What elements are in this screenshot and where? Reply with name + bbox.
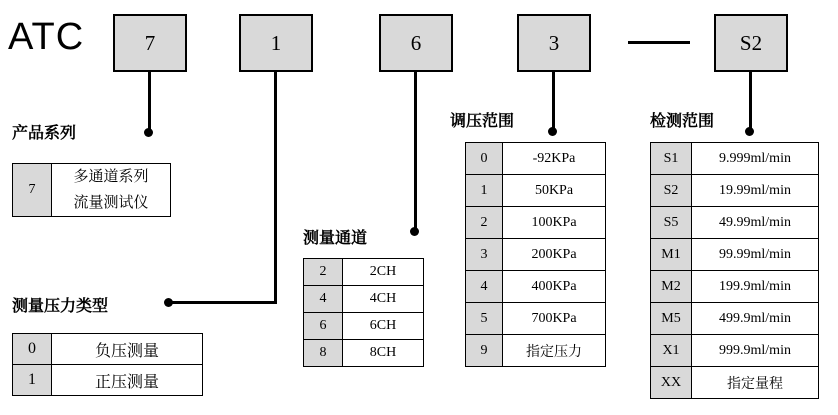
cell-code: 3 <box>466 239 503 271</box>
product-code-prefix: ATC <box>8 16 85 58</box>
cell-value: 正压测量 <box>52 365 203 396</box>
table-channels <box>303 258 424 367</box>
table-row[interactable] <box>651 207 819 239</box>
heading-series: 产品系列 <box>12 125 77 142</box>
connector-press-line <box>552 72 555 132</box>
cell-code: 4 <box>466 271 503 303</box>
table-row[interactable] <box>466 207 606 239</box>
cell-value: 8CH <box>343 340 424 367</box>
table-row[interactable] <box>466 143 606 175</box>
cell-code: M5 <box>651 303 692 335</box>
cell-code: 1 <box>13 365 52 396</box>
connector-ptype-hline <box>168 301 277 304</box>
table-row[interactable] <box>466 175 606 207</box>
table-row[interactable] <box>466 335 606 367</box>
table-pressure-range <box>465 142 606 367</box>
connector-series-dot <box>144 128 153 137</box>
cell-value: 200KPa <box>503 239 606 271</box>
table-row[interactable] <box>651 143 819 175</box>
cell-value: 100KPa <box>503 207 606 239</box>
cell-code: S1 <box>651 143 692 175</box>
table-row[interactable] <box>304 340 424 367</box>
cell-value: 999.9ml/min <box>692 335 819 367</box>
heading-pressure-type: 测量压力类型 <box>12 298 109 315</box>
cell-code: 9 <box>466 335 503 367</box>
connector-detect-line <box>749 72 752 132</box>
cell-value: 19.99ml/min <box>692 175 819 207</box>
cell-value: 700KPa <box>503 303 606 335</box>
cell-value: 6CH <box>343 313 424 340</box>
table-row[interactable] <box>304 259 424 286</box>
table-row[interactable] <box>304 286 424 313</box>
cell-code: M2 <box>651 271 692 303</box>
table-row[interactable] <box>466 303 606 335</box>
table-row[interactable] <box>466 271 606 303</box>
cell-code: XX <box>651 367 692 399</box>
connector-ptype-dot <box>164 298 173 307</box>
heading-pressure-range: 调压范围 <box>450 113 515 130</box>
table-row[interactable] <box>651 335 819 367</box>
cell-code: X1 <box>651 335 692 367</box>
table-detection-range <box>650 142 819 399</box>
cell-code: 0 <box>466 143 503 175</box>
cell-value: 2CH <box>343 259 424 286</box>
code-box-detection-range[interactable]: S2 <box>714 14 788 72</box>
cell-code: 2 <box>304 259 343 286</box>
cell-value: 49.99ml/min <box>692 207 819 239</box>
cell-value: 指定压力 <box>503 335 606 367</box>
cell-code: 1 <box>466 175 503 207</box>
table-row[interactable] <box>651 303 819 335</box>
code-box-series[interactable]: 7 <box>113 14 187 72</box>
cell-value-line1: 多通道系列 <box>52 164 171 191</box>
cell-value: 4CH <box>343 286 424 313</box>
cell-value: 99.99ml/min <box>692 239 819 271</box>
cell-code: 4 <box>304 286 343 313</box>
connector-press-dot <box>548 127 557 136</box>
cell-code: S5 <box>651 207 692 239</box>
table-row[interactable] <box>466 239 606 271</box>
cell-value: 指定量程 <box>692 367 819 399</box>
table-pressure-type <box>12 333 203 396</box>
table-row[interactable] <box>651 175 819 207</box>
code-box-pressure-type[interactable]: 1 <box>239 14 313 72</box>
cell-value: 负压测量 <box>52 334 203 365</box>
code-box-channels[interactable]: 6 <box>379 14 453 72</box>
heading-channels: 测量通道 <box>303 230 368 247</box>
cell-value-line2: 流量测试仪 <box>52 190 171 217</box>
cell-code: 8 <box>304 340 343 367</box>
table-row[interactable] <box>13 164 171 191</box>
cell-value: 9.999ml/min <box>692 143 819 175</box>
table-row[interactable] <box>304 313 424 340</box>
table-row[interactable] <box>13 334 203 365</box>
cell-value: 400KPa <box>503 271 606 303</box>
cell-code: 0 <box>13 334 52 365</box>
cell-code: S2 <box>651 175 692 207</box>
separator-dash <box>628 41 690 44</box>
connector-series-line <box>148 72 151 133</box>
code-box-pressure-range[interactable]: 3 <box>517 14 591 72</box>
cell-value: 199.9ml/min <box>692 271 819 303</box>
cell-code: M1 <box>651 239 692 271</box>
table-row[interactable] <box>651 239 819 271</box>
connector-detect-dot <box>745 127 754 136</box>
table-series <box>12 163 171 217</box>
cell-code: 2 <box>466 207 503 239</box>
connector-ptype-vline <box>274 72 277 304</box>
table-row[interactable] <box>651 271 819 303</box>
connector-channels-line <box>414 72 417 232</box>
heading-detection-range: 检测范围 <box>650 113 715 130</box>
cell-code: 5 <box>466 303 503 335</box>
cell-code: 6 <box>304 313 343 340</box>
table-row[interactable] <box>13 365 203 396</box>
connector-channels-dot <box>410 227 419 236</box>
cell-code: 7 <box>13 164 52 217</box>
cell-value: 499.9ml/min <box>692 303 819 335</box>
table-row[interactable] <box>651 367 819 399</box>
cell-value: -92KPa <box>503 143 606 175</box>
cell-value: 50KPa <box>503 175 606 207</box>
